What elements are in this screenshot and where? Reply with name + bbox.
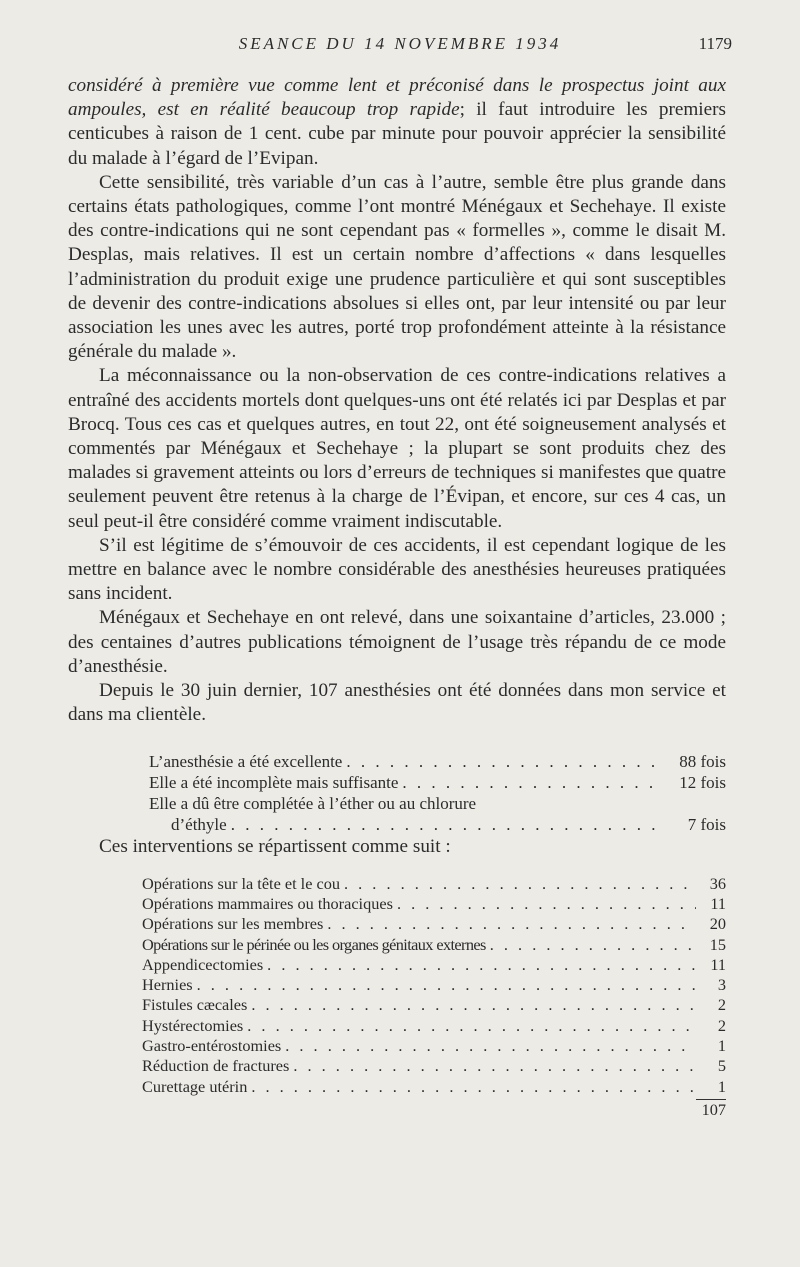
leader-dots (342, 751, 660, 772)
intervention-row (142, 995, 726, 1015)
outcome-value: 12 fois (679, 773, 726, 793)
intervention-label: Hystérectomies (142, 1015, 244, 1035)
paragraph-2: Cette sensibilité, très variable d’un cas à l’autre, semble être plus grande dans certains états pathologiques, comme l’ont montré Ménégaux et Sechehaye. Il existe des contre-indications qui ne sont cependant pas « formelles », comme le disait M. Desplas, mais relatives. Il est un certain nombre d’affections « dans lesquelles l’administration du produit exige une prudence particulière et qui sont susceptibles de devenir des contre-indications absolues si elles ont, par leur intensité ou par leur association les unes avec les autres, porté trop profondément atteinte à la résistance générale du malade ». (68, 171, 726, 363)
intervention-count: 20 (709, 914, 726, 934)
interventions-total: 107 (701, 1099, 726, 1119)
intervention-label: Hernies (142, 975, 193, 995)
article-body (68, 74, 726, 1120)
leader-dots (247, 1077, 696, 1097)
intervention-row (142, 914, 726, 934)
paragraph-6: Depuis le 30 juin dernier, 107 anesthésies ont été données dans mon service et dans ma clientèle. (68, 680, 726, 726)
intervention-row (142, 894, 726, 914)
intervention-label: Opérations sur le périnée ou les organes génitaux externes (142, 934, 486, 954)
intervention-label: Curettage utérin (142, 1076, 248, 1096)
page-header (68, 34, 732, 60)
intervention-label: Opérations mammaires ou thoraciques (142, 893, 393, 913)
intervention-label: Opérations sur la tête et le cou (142, 873, 341, 893)
intervention-count: 2 (717, 995, 726, 1015)
intervention-row (142, 874, 726, 894)
intervention-count: 36 (709, 873, 726, 893)
leader-dots (486, 935, 696, 955)
intervention-row (142, 1056, 726, 1076)
interventions-intro: Ces interventions se répartissent comme suit : (99, 836, 451, 858)
intervention-count: 1 (717, 1076, 726, 1096)
paragraph-4: S’il est légitime de s’émouvoir de ces accidents, il est cependant logique de les mettre en balance avec le nombre considérable des anesthésies heureuses pratiquées sans incident. (68, 534, 726, 605)
paragraph-1-rest: ; il faut introduire les premiers centicubes à raison de 1 cent. cube par minute pour pouvoir apprécier la sensibilité du malade à l’égard de l’Evipan. (68, 99, 726, 169)
paragraph-3: La méconnaissance ou la non-observation de ces contre-indications relatives a entraîné des accidents mortels dont quelques-uns ont été relatés ici par Desplas et par Brocq. Tous ces cas et quelques autres, en tout 22, ont été soigneusement analysés et commentés par Ménégaux et Sechehaye ; la plupart se sont produits chez des malades si gravement atteints ou lors d’erreurs de techniques si manifestes que quatre seulement peuvent être retenus à la charge de l’Évipan, et encore, sur ces 4 cas, un seul peut-il être considéré comme vraiment indiscutable. (68, 365, 726, 532)
paragraph-5: Ménégaux et Sechehaye en ont relevé, dans une soixantaine d’articles, 23.000 ; des centaines d’autres publications témoignent de l’usage très répandu de ce mode d’anesthésie. (68, 607, 726, 677)
leader-dots (340, 874, 696, 894)
leader-dots (323, 914, 696, 934)
outcome-label-continuation: d’éthyle (171, 815, 227, 835)
leader-dots (227, 814, 660, 835)
running-title: SEANCE DU 14 NOVEMBRE 1934 (238, 34, 562, 53)
intervention-row (142, 1077, 726, 1097)
outcome-row (149, 751, 726, 772)
intervention-count: 11 (710, 954, 726, 974)
intervention-row (142, 935, 726, 955)
intervention-count: 5 (717, 1056, 726, 1076)
paragraph-1-italic: considéré à première vue comme lent et préconisé dans le prospectus joint aux ampoules, est en réalité beaucoup trop rapide (68, 75, 726, 121)
outcome-label: Elle a dû être complétée à l’éther ou au chlorure (149, 794, 477, 814)
outcome-row-continuation (149, 814, 726, 835)
outcome-row (149, 793, 726, 814)
outcome-label: Elle a été incomplète mais suffisante (149, 773, 399, 793)
outcome-row (149, 772, 726, 793)
paragraph-1 (68, 74, 726, 171)
anesthesia-outcomes-list (68, 751, 726, 835)
leader-dots (289, 1056, 696, 1076)
intervention-count: 2 (717, 1015, 726, 1035)
intervention-label: Fistules cæcales (142, 995, 248, 1015)
intervention-row (142, 975, 726, 995)
leader-dots (263, 955, 696, 975)
leader-dots (398, 772, 660, 793)
intervention-count: 1 (717, 1036, 726, 1056)
outcome-value: 88 fois (679, 752, 726, 772)
intervention-label: Opérations sur les membres (142, 914, 324, 934)
intervention-row (142, 1016, 726, 1036)
intervention-count: 15 (709, 934, 726, 954)
intervention-label: Gastro-entérostomies (142, 1036, 282, 1056)
leader-dots (193, 975, 696, 995)
intervention-count: 11 (710, 893, 726, 913)
outcome-value: 7 fois (687, 815, 726, 835)
intervention-count: 3 (717, 975, 726, 995)
intervention-row (142, 955, 726, 975)
leader-dots (247, 995, 696, 1015)
intervention-label: Réduction de fractures (142, 1056, 290, 1076)
leader-dots (393, 894, 696, 914)
leader-dots (243, 1016, 696, 1036)
leader-dots (281, 1036, 696, 1056)
outcome-label: L’anesthésie a été excellente (149, 752, 343, 772)
interventions-list (68, 874, 726, 1120)
page-number: 1179 (698, 34, 732, 53)
intervention-label: Appendicectomies (142, 954, 264, 974)
intervention-row (142, 1036, 726, 1056)
